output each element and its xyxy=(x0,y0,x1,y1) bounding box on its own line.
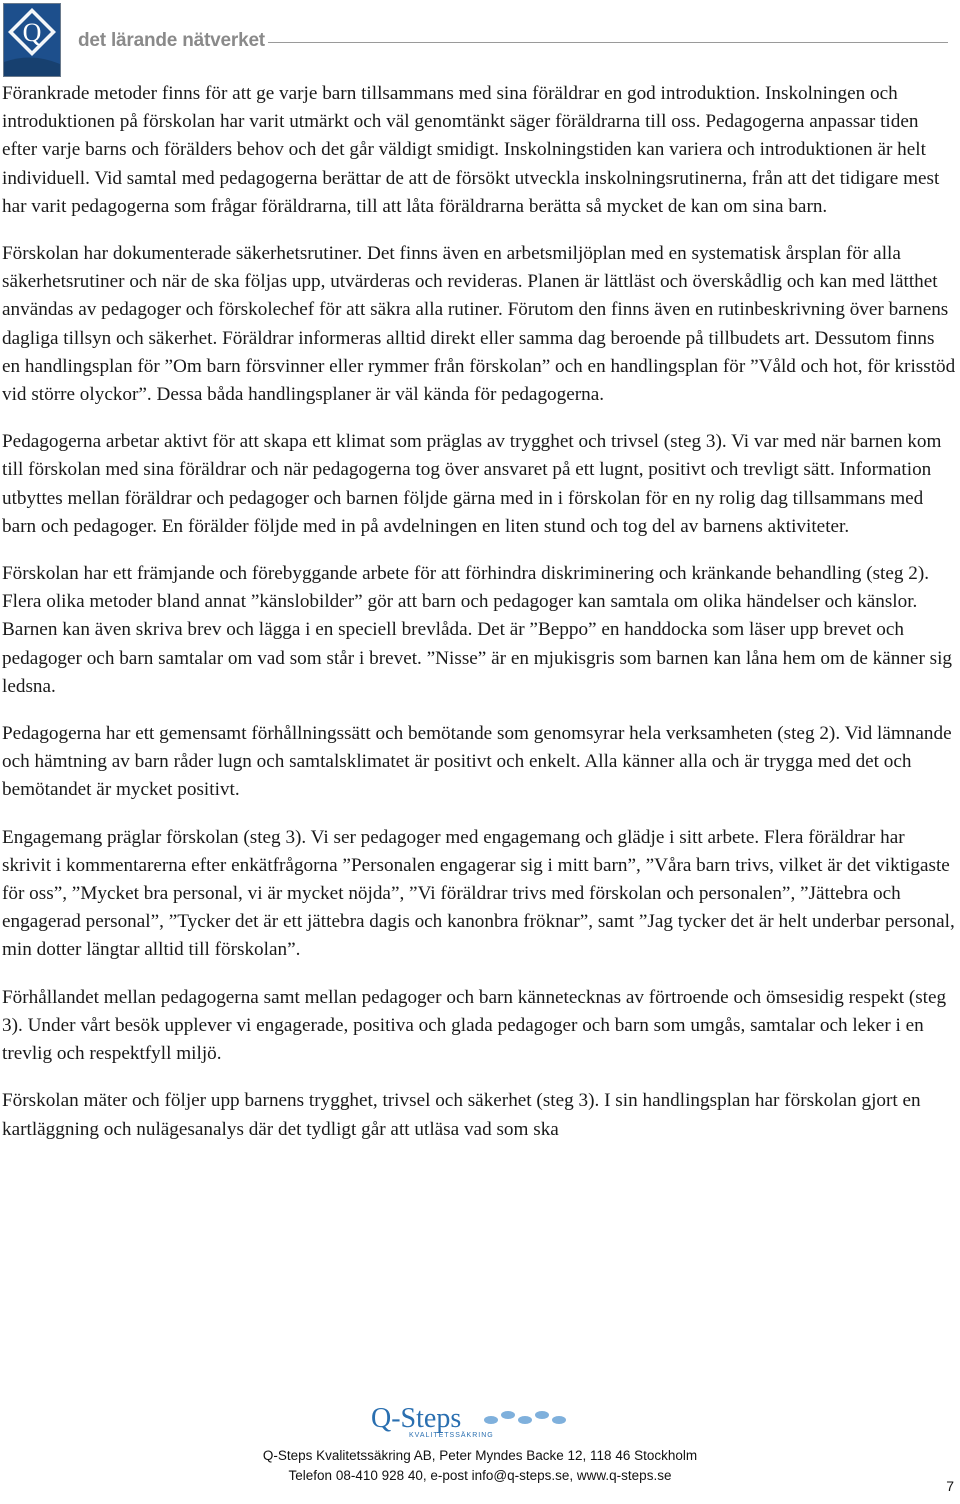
footer-address: Q-Steps Kvalitetssäkring AB, Peter Myndes Backe 12, 118 46 Stockholm xyxy=(262,1448,698,1463)
paragraph: Förskolan har ett främjande och förebyggande arbete för att förhindra diskriminering och kränkande behandling (steg 2). Flera olika metoder bland annat ”känslobilder” gör att barn och pedagoger kan samtala om olika händelser och känslor. Barnen kan även skriva brev och lägga i en speciell brevlåda. Det är ”Beppo” en handdocka som läser upp brevet och pedagoger och barn samtalar om vad som står i brevet. ”Nisse” är en mjukisgris som barnen kan låna hem om de känner sig ledsna. xyxy=(2,563,953,697)
paragraph: Förhållandet mellan pedagogerna samt mellan pedagoger och barn kännetecknas av förtroende och ömsesidig respekt (steg 3). Under vårt besök upplever vi engagerade, positiva och glada pedagoger och barn som umgås, samtalar och leker i en trevlig och respektfyll miljö. xyxy=(2,986,947,1065)
page-number: 7 xyxy=(946,1478,954,1494)
q-steps-logo-text: Q-Steps xyxy=(371,1403,462,1434)
body-text xyxy=(2,80,956,1163)
paragraph: Engagemang präglar förskolan (steg 3). Vi ser pedagoger med engagemang och glädje i sitt arbete. Flera föräldrar har skrivit i kommentarerna efter enkätfrågorna ”Personalen engagerar sig i mitt barn”, ”Våra barn trivs, vilket är det viktigaste för oss”, ”Mycket bra personal, vi är mycket nöjda”, ”Vi föräldrar trivs med förskolan och personalen”, ”Jättebra och engagerad personal”, ”Tycker det är ett jättebra dagis och kanonbra fröknar”, samt ”Jag tycker det är helt underbar personal, min dotter längtar alltid till förskolan”. xyxy=(2,826,955,961)
header-divider xyxy=(268,42,948,43)
paragraph: Pedagogerna arbetar aktivt för att skapa ett klimat som präglas av trygghet och trivsel (steg 3). Vi var med när barnen kom till förskolan med sina föräldrar och när pedagogerna tog över ansvaret på ett lugnt, positivt och trevligt sätt. Information utbyttes mellan föräldrar och pedagoger och barnen följde gärna med in i förskolan för en ny rolig dag tillsammans med barn och pedagoger. En förälder följde med in på avdelningen en liten stund och tog del av barnens aktiviteter. xyxy=(2,431,942,537)
paragraph: Förskolan har dokumenterade säkerhetsrutiner. Det finns även en arbetsmiljöplan med en systematisk årsplan för alla säkerhetsrutiner och när de ska följas upp, utvärderas och revideras. Planen är lättläst och överskådlig och kan med lätthet användas av pedagoger och förskolechef för att säkra alla rutiner. Förutom den finns även en rutinbeskrivning över barnens dagliga tillsyn och säkerhet. Föräldrar informeras alltid direkt eller samma dag beroende på tillbudets art. Dessutom finns en handlingsplan för ”Om barn försvinner eller rymmer från förskolan” och en handlingsplan för ”Våld och hot, för krisstöd vid större olyckor”. Dessa båda handlingsplaner är väl kända för pedagogerna. xyxy=(2,243,956,406)
q-steps-logo-subtext: KVALITETSSÄKRING xyxy=(409,1432,494,1439)
paragraph: Förankrade metoder finns för att ge varje barn tillsammans med sina föräldrar en god introduktion. Inskolningen och introduktionen på förskolan har varit utmärkt och väl genomtänkt säger föräldrarna till oss. Pedagogerna anpassar tiden efter varje barns och förälders behov och det går väldigt smidigt. Inskolningstiden kan variera och introduktionen är helt individuell. Vid samtal med pedagogerna berättar de att de försökt utveckla inskolningsrutinerna, från att det tidigare mest har varit pedagogerna som frågar föräldrarna, till att låta föräldrarna berätta så mycket de kan om sina barn. xyxy=(2,83,940,217)
q-steps-logo xyxy=(365,1400,595,1440)
paragraph: Förskolan mäter och följer upp barnens trygghet, trivsel och säkerhet (steg 3). I sin handlingsplan har förskolan gjort en kartläggning och nulägesanalys där det tydligt går att utläsa vad som ska xyxy=(2,1090,921,1140)
footprints-icon xyxy=(484,1411,566,1424)
logo-letter: Q xyxy=(22,18,42,47)
page-header xyxy=(0,0,960,78)
q-logo xyxy=(3,3,61,77)
footer-contact: Telefon 08-410 928 40, e-post info@q-steps.se, www.q-steps.se xyxy=(288,1468,672,1483)
brand-name: det lärande nätverket xyxy=(78,30,265,51)
paragraph: Pedagogerna har ett gemensamt förhållningssätt och bemötande som genomsyrar hela verksamheten (steg 2). Vid lämnande och hämtning av barn råder lugn och samtalsklimatet är positivt och enkelt. Alla känner alla och är trygga med det och bemötandet är mycket positivt. xyxy=(2,723,952,801)
